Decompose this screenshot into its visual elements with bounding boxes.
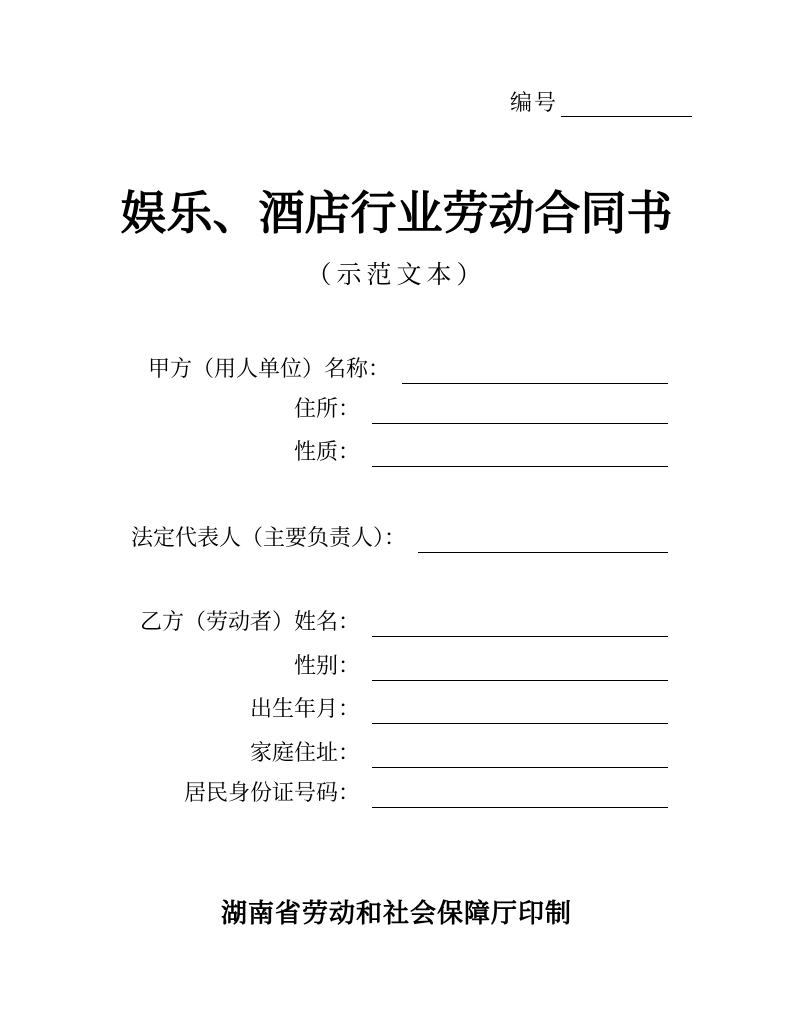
- document-title: 娱乐、酒店行业劳动合同书: [120, 187, 673, 239]
- party-a-nature-label: 性质：: [293, 439, 360, 464]
- party-b-name-blank: [372, 606, 668, 637]
- party-b-id-number-blank: [372, 777, 668, 808]
- document-subtitle: （示范文本）: [306, 262, 487, 289]
- party-b-id-number-label: 居民身份证号码：: [183, 780, 360, 805]
- party-a-name-blank: [402, 353, 668, 384]
- field-row-party-a-name: [128, 352, 668, 384]
- party-a-address-label: 住所：: [293, 396, 360, 421]
- party-b-gender-blank: [372, 650, 668, 681]
- serial-number-row: [510, 89, 692, 117]
- party-b-birthdate-label: 出生年月：: [249, 696, 360, 721]
- party-a-name-label: 甲方（用人单位）名称：: [147, 356, 390, 381]
- field-row-party-b-name: [128, 605, 668, 637]
- party-b-birthdate-blank: [372, 693, 668, 724]
- field-row-party-b-id-number: [128, 776, 668, 808]
- publisher-footer: 湖南省劳动和社会保障厅印制: [220, 899, 572, 928]
- field-row-party-b-birthdate: [128, 692, 668, 724]
- party-b-home-address-blank: [372, 737, 668, 768]
- party-b-home-address-label: 家庭住址：: [249, 740, 360, 765]
- serial-number-blank: [561, 88, 692, 117]
- legal-representative-label: 法定代表人（主要负责人）：: [130, 525, 406, 550]
- field-row-party-a-address: [128, 392, 668, 424]
- field-row-party-a-nature: [128, 435, 668, 467]
- legal-representative-blank: [418, 522, 668, 553]
- field-row-party-b-gender: [128, 649, 668, 681]
- serial-number-label: 编号: [510, 90, 559, 115]
- field-row-party-b-home-address: [128, 736, 668, 768]
- party-b-gender-label: 性别：: [293, 653, 360, 678]
- party-a-nature-blank: [372, 436, 668, 467]
- party-a-address-blank: [372, 393, 668, 424]
- party-b-name-label: 乙方（劳动者）姓名：: [139, 609, 360, 634]
- field-row-legal-representative: [128, 521, 668, 553]
